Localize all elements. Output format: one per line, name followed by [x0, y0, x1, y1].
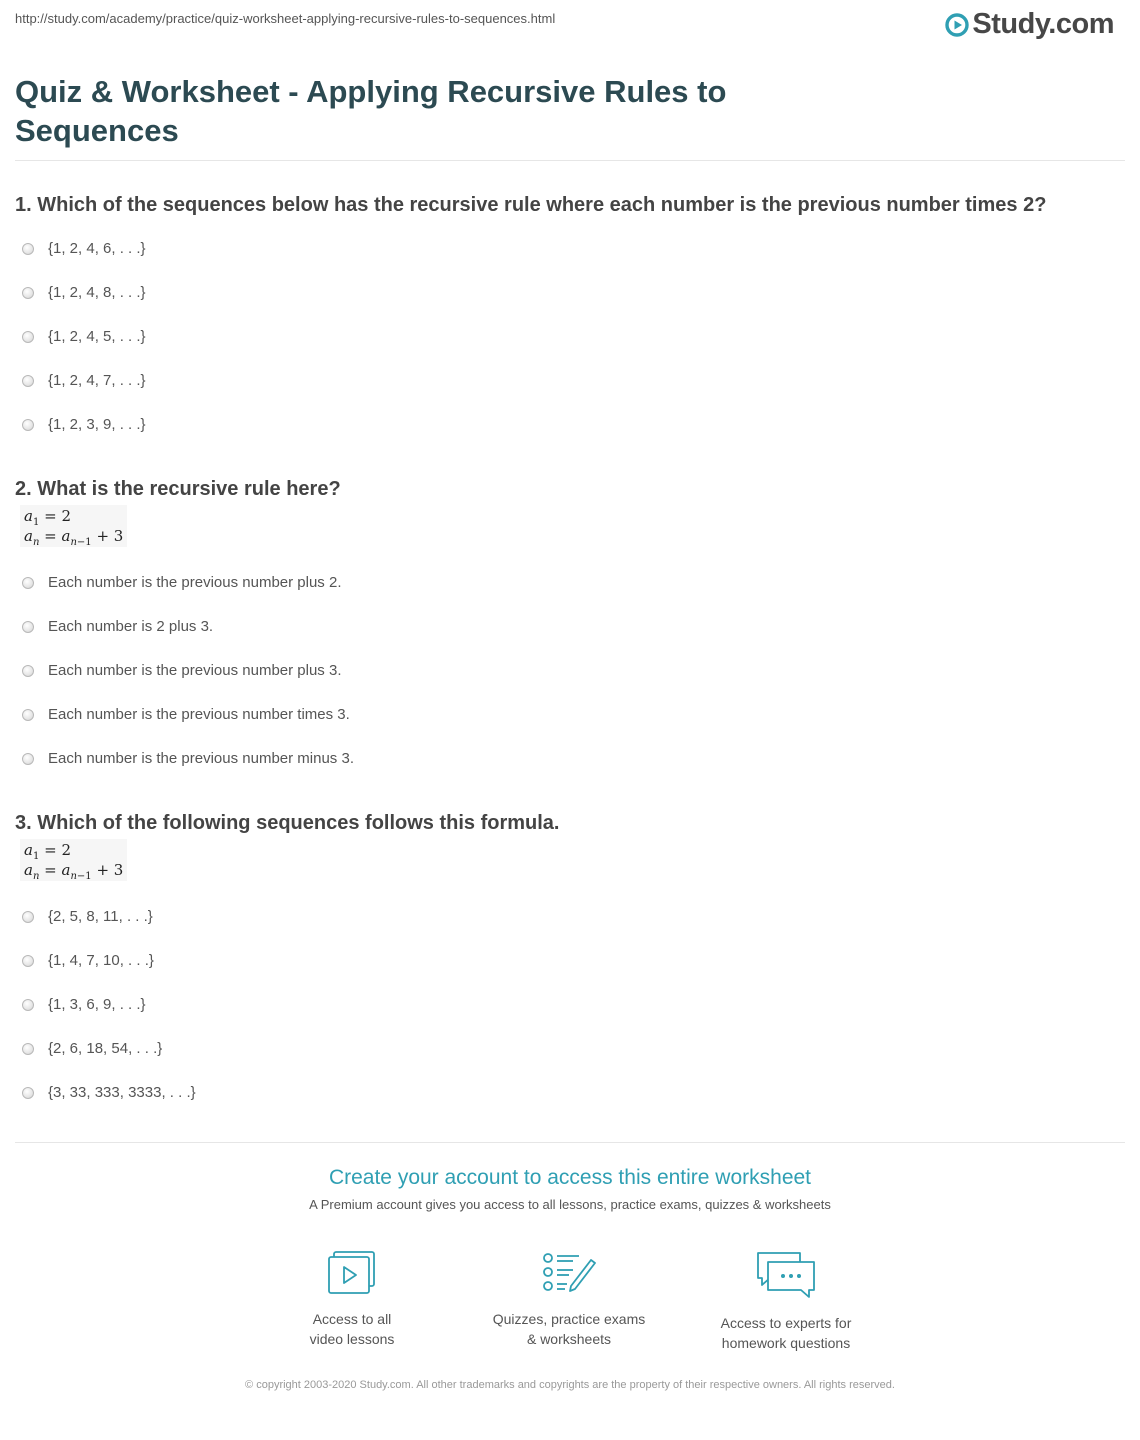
q2-option-5[interactable] [22, 750, 354, 767]
recursive-formula [20, 839, 127, 881]
feature-label: Access to all video lessons [309, 1311, 395, 1347]
cta-divider [15, 1142, 1125, 1143]
radio-button[interactable] [22, 753, 34, 765]
header-divider [15, 160, 1125, 161]
option-label: {2, 5, 8, 11, . . .} [48, 908, 153, 925]
q2-option-1[interactable] [22, 574, 342, 591]
radio-button[interactable] [22, 1043, 34, 1055]
question-3-title: 3. Which of the following sequences follows this formula. [15, 812, 560, 834]
chat-bubbles-icon [754, 1250, 818, 1300]
q3-option-1[interactable] [22, 908, 153, 925]
formula-line-2: $a_n = a_{n-1} + 3$ [24, 861, 124, 882]
radio-button[interactable] [22, 621, 34, 633]
feature-label: Quizzes, practice exams & worksheets [492, 1311, 646, 1347]
study-logo[interactable] [945, 8, 1114, 41]
radio-button[interactable] [22, 1087, 34, 1099]
q1-option-2[interactable] [22, 284, 146, 301]
radio-button[interactable] [22, 709, 34, 721]
formula-line-1: $a_1 = 2$ [24, 841, 71, 862]
play-logo-icon [945, 13, 969, 37]
q1-option-5[interactable] [22, 416, 146, 433]
create-account-link[interactable]: Create your account to access this entire worksheet [328, 1166, 812, 1189]
q3-option-4[interactable] [22, 1040, 162, 1057]
q3-option-5[interactable] [22, 1084, 196, 1101]
cta-subtitle: A Premium account gives you access to all lessons, practice exams, quizzes & worksheets [309, 1197, 831, 1212]
feature-video-lessons [252, 1250, 452, 1349]
copyright-notice: © copyright 2003-2020 Study.com. All other trademarks and copyrights are the property of their respective owners. All rights reserved. [245, 1379, 895, 1391]
option-label: {3, 33, 333, 3333, . . .} [48, 1084, 196, 1101]
feature-experts [686, 1250, 886, 1353]
option-label: Each number is the previous number times 3. [48, 706, 350, 723]
option-label: {1, 4, 7, 10, . . .} [48, 952, 154, 969]
radio-button[interactable] [22, 665, 34, 677]
radio-button[interactable] [22, 419, 34, 431]
video-lessons-icon [326, 1250, 378, 1296]
recursive-formula [20, 505, 127, 547]
radio-button[interactable] [22, 287, 34, 299]
option-label: Each number is the previous number minus 3. [48, 750, 354, 767]
option-label: {1, 3, 6, 9, . . .} [48, 996, 146, 1013]
radio-button[interactable] [22, 955, 34, 967]
option-label: {1, 2, 4, 6, . . .} [48, 240, 146, 257]
question-2-title: 2. What is the recursive rule here? [15, 478, 341, 500]
q1-option-3[interactable] [22, 328, 146, 345]
option-label: Each number is the previous number plus 3. [48, 662, 342, 679]
logo-text: Study.com [972, 8, 1114, 40]
option-label: {2, 6, 18, 54, . . .} [48, 1040, 163, 1057]
q2-option-4[interactable] [22, 706, 350, 723]
radio-button[interactable] [22, 999, 34, 1011]
q2-option-3[interactable] [22, 662, 342, 679]
feature-quizzes [469, 1250, 669, 1349]
q3-option-2[interactable] [22, 952, 154, 969]
radio-button[interactable] [22, 911, 34, 923]
page-title: Quiz & Worksheet - Applying Recursive Rules to Sequences [15, 74, 727, 148]
option-label: {1, 2, 4, 8, . . .} [48, 284, 146, 301]
radio-button[interactable] [22, 577, 34, 589]
q2-option-2[interactable] [22, 618, 213, 635]
feature-label: Access to experts for homework questions [720, 1315, 852, 1351]
radio-button[interactable] [22, 331, 34, 343]
page-url: http://study.com/academy/practice/quiz-worksheet-applying-recursive-rules-to-sequences.html [15, 11, 556, 26]
option-label: Each number is the previous number plus 2. [48, 574, 342, 591]
radio-button[interactable] [22, 375, 34, 387]
option-label: Each number is 2 plus 3. [48, 618, 214, 635]
radio-button[interactable] [22, 243, 34, 255]
q3-option-3[interactable] [22, 996, 146, 1013]
option-label: {1, 2, 4, 7, . . .} [48, 372, 146, 389]
option-label: {1, 2, 4, 5, . . .} [48, 328, 146, 345]
q1-option-4[interactable] [22, 372, 146, 389]
formula-line-2: $a_n = a_{n-1} + 3$ [24, 527, 124, 548]
option-label: {1, 2, 3, 9, . . .} [48, 416, 146, 433]
quiz-list-icon [541, 1250, 597, 1296]
question-1-title: 1. Which of the sequences below has the recursive rule where each number is the previous number times 2? [15, 194, 1047, 216]
q1-option-1[interactable] [22, 240, 146, 257]
formula-line-1: $a_1 = 2$ [24, 507, 71, 528]
